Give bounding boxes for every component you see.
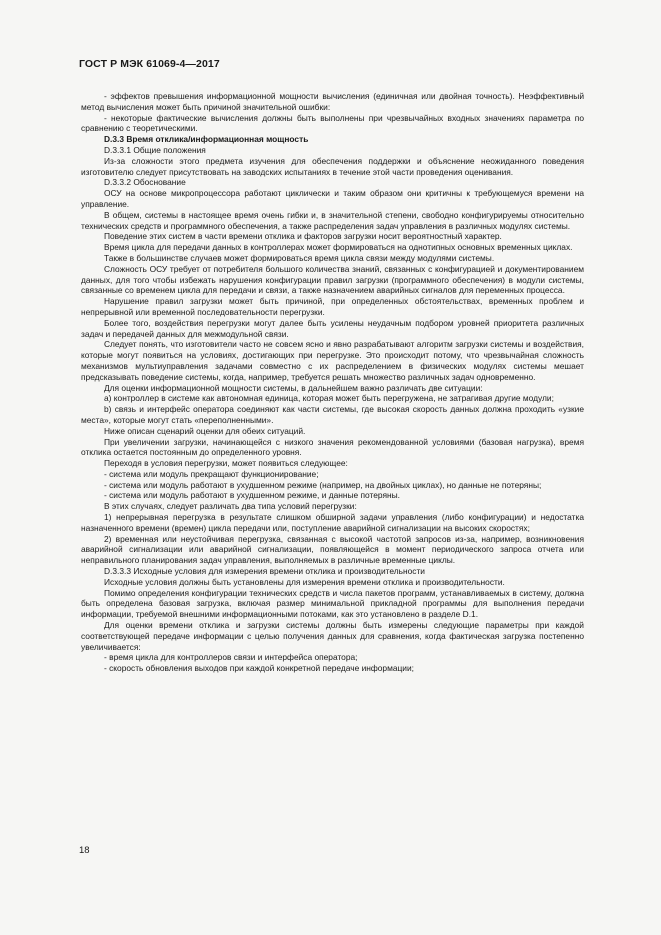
- paragraph: Исходные условия должны быть установлены для измерения времени отклика и производительности.: [104, 576, 505, 587]
- page-number: 18: [79, 845, 90, 856]
- list-item: - система или модуль прекращают функционирование;: [104, 468, 319, 479]
- list-item: - скорость обновления выходов при каждой конкретной передаче информации;: [104, 663, 414, 674]
- paragraph: Переходя в условия перегрузки, может появиться следующее:: [104, 458, 348, 469]
- paragraph: Более того, воздействия перегрузки могут далее быть усилены неудачным подбором уровней приоритета различных задач и передачей данных для межмодульной связи.: [81, 317, 584, 339]
- paragraph: Поведение этих систем в части времени отклика и факторов загрузки носит вероятностный характер.: [104, 231, 502, 242]
- list-item: - система или модуль работают в ухудшенном режиме, и данные потеряны.: [104, 490, 400, 501]
- list-item: а) контроллер в системе как автономная единица, которая может быть перегружена, не затрагивая другие модули;: [104, 393, 554, 404]
- list-item: 2) временная или неустойчивая перегрузка, связанная с высокой частотой запросов из-за, например, возникновения аварийной сигнализации или аварийной сигнализации, появляющейся в момент периодического запроса отчета или неправильного планирования задач управления, выполняемых в различные временные циклы.: [81, 533, 584, 566]
- paragraph: Время цикла для передачи данных в контроллерах может формироваться на однотипных основных временных циклах.: [104, 242, 573, 253]
- paragraph: Нарушение правил загрузки может быть причиной, при определенных обстоятельствах, временных проблем и непрерывной или временной последовательности перегрузки.: [81, 296, 584, 317]
- list-item: - время цикла для контроллеров связи и интерфейса оператора;: [104, 652, 358, 663]
- paragraph: ОСУ на основе микропроцессора работают циклически и таким образом они критичны к требующемуся времени на управление.: [81, 188, 584, 209]
- document-header: ГОСТ Р МЭК 61069-4—2017: [79, 58, 220, 70]
- subsection-heading: D.3.3.1 Общие положения: [104, 144, 206, 155]
- list-item: 1) непрерывная перегрузка в результате слишком обширной задачи управления (либо конфигурации) и недостатка назначенного времени (времен) цикла передачи или, поступление аварийной сигнализации на высоких скоростях;: [81, 512, 584, 533]
- paragraph: Следует понять, что изготовители часто не совсем ясно и явно разрабатывают алгоритм загрузки системы и воздействия, которые могут появиться на условиях, достигающих при перегрузке. Это происходит потому, что чрезвычайная сложность механизмов мультиуправления задачами совместно с их распределением в физических модулях системы мешает предсказывать поведение системы, когда, например, требуется решать множество различных задач одновременно.: [81, 339, 584, 382]
- list-item: b) связь и интерфейс оператора соединяют как части системы, где высокая скорость данных должна проходить «узкие места», которые могут стать «переполненными».: [81, 404, 584, 425]
- paragraph: В общем, системы в настоящее время очень гибки и, в значительной степени, свободно конфигурируемы относительно технических средств и программного обеспечения, а также распределения задач управления в различных модулях системы.: [81, 209, 584, 231]
- paragraph: - эффектов превышения информационной мощности вычисления (единичная или двойная точность). Неэффективный метод вычисления может быть причиной значительной ошибки:: [81, 91, 584, 112]
- list-item: - система или модуль работают в ухудшенном режиме (например, на двойных циклах), но данные не потеряны;: [104, 479, 542, 490]
- paragraph: Для оценки времени отклика и загрузки системы должны быть измерены следующие параметры при каждой соответствующей передаче информации с целью получения данных для сравнения, когда фактическая загрузка постепенно увеличивается:: [81, 620, 584, 652]
- paragraph: - некоторые фактические вычисления должны быть выполнены при чрезвычайных входных значениях параметра по сравнению с теоретическими.: [81, 112, 584, 134]
- paragraph: Помимо определения конфигурации технических средств и числа пакетов программ, устанавливаемых в систему, должна быть определена базовая загрузка, включая размер минимальной прикладной программы для выполнения передачи информации, требуемой внешними информационными потоками, как это установлено в разделе D.1.: [81, 587, 584, 620]
- paragraph: Сложность ОСУ требует от потребителя большого количества знаний, связанных с конфигурацией и документированием данных, для того чтобы избежать нарушения конфигурации правил загрузки (программного обеспечения) в модули системы, связанные со временем цикла для передачи и связи, а также назначением аварийных сигналов для переменных процесса.: [81, 263, 584, 296]
- paragraph: Также в большинстве случаев может формироваться время цикла связи между модулями системы.: [104, 252, 495, 263]
- paragraph: В этих случаях, следует различать два типа условий перегрузки:: [104, 501, 357, 512]
- subsection-heading: D.3.3.2 Обоснование: [104, 177, 186, 188]
- subsection-heading: D.3.3.3 Исходные условия для измерения времени отклика и производительности: [104, 566, 425, 577]
- paragraph: Для оценки информационной мощности системы, в дальнейшем важно различать две ситуации:: [104, 382, 483, 393]
- document-body: [81, 91, 584, 674]
- section-heading: D.3.3 Время отклика/информационная мощность: [104, 134, 309, 145]
- paragraph: Из-за сложности этого предмета изучения для обеспечения поддержки и объяснение неожиданного поведения изготовителю следует присутствовать на заводских испытаниях в течение этой части проведения оценивания.: [81, 155, 584, 177]
- paragraph: При увеличении загрузки, начинающейся с низкого значения рекомендованной условиями (базовая нагрузка), время отклика остается постоянным до определенного уровня.: [81, 436, 584, 458]
- paragraph: Ниже описан сценарий оценки для обеих ситуаций.: [104, 425, 306, 436]
